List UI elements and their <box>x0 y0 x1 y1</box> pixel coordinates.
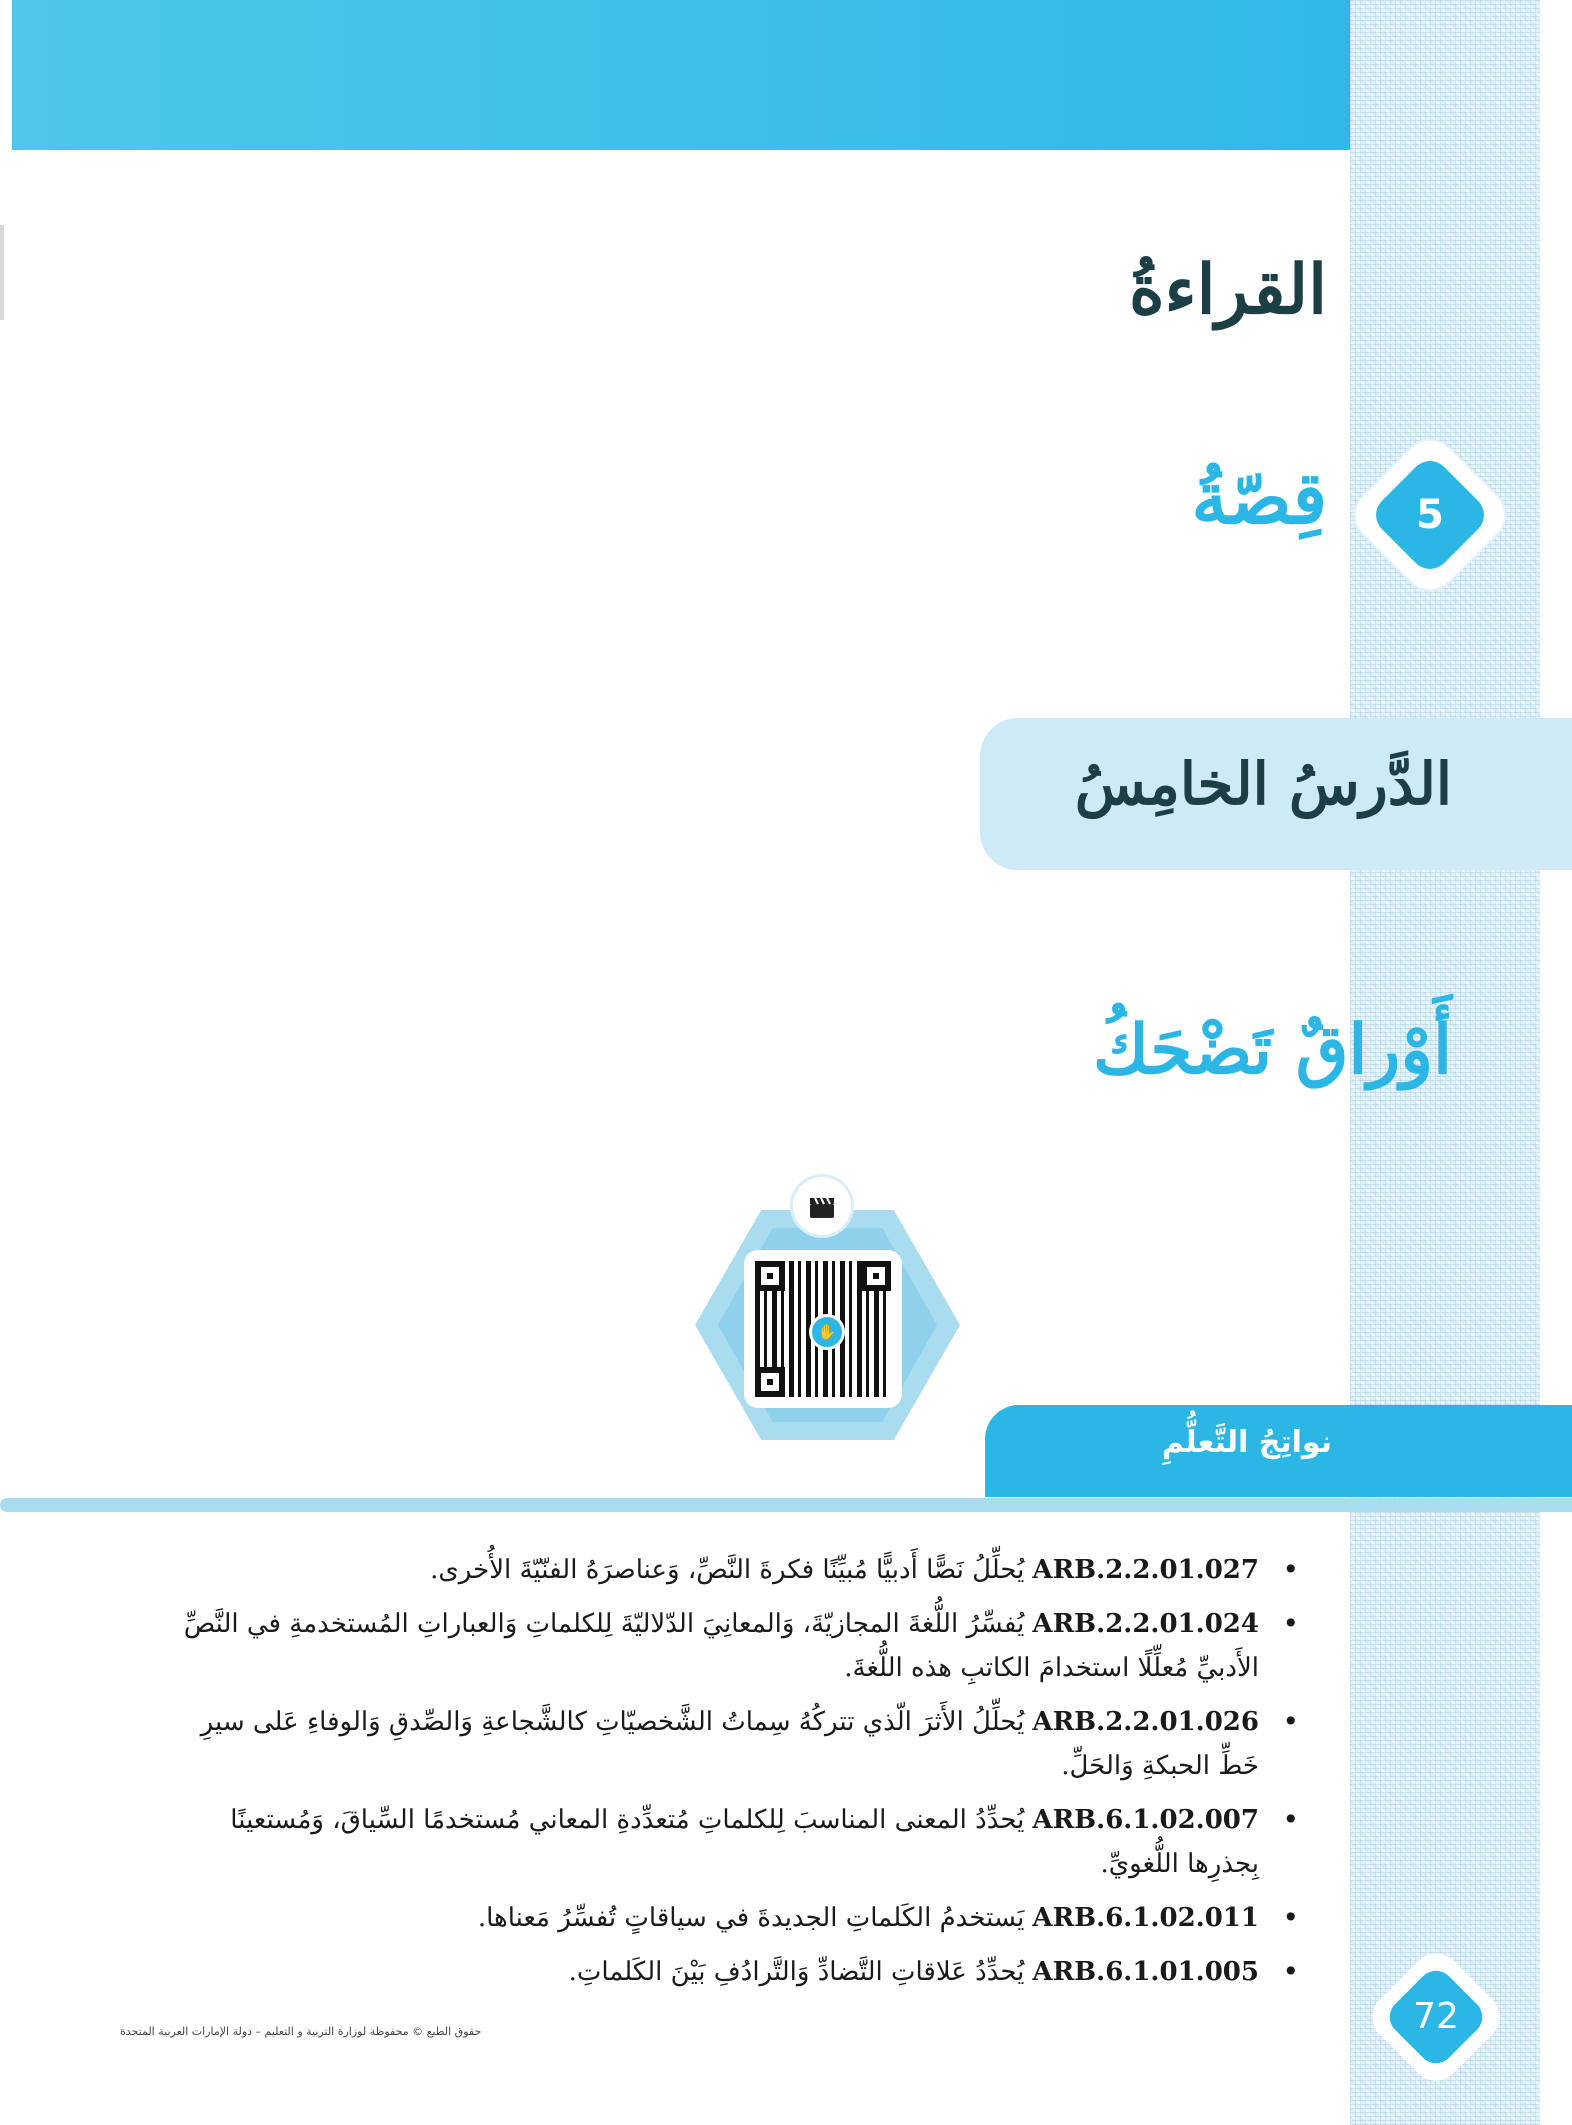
qr-finder-top-right <box>861 1261 891 1291</box>
outcome-item <box>160 1700 1305 1788</box>
page-number: 72 <box>1413 1996 1459 2037</box>
unit-number: 5 <box>1416 492 1444 538</box>
outcome-item <box>160 1950 1305 1994</box>
outcome-item <box>160 1896 1305 1940</box>
section-title: القراءةُ <box>1128 250 1327 330</box>
outcomes-title: نواتِجُ التَّعلُّمِ <box>1161 1425 1332 1460</box>
outcome-text: يُحلِّلُ الأَثرَ الّذي تتركُهُ سِماتُ الشَّخصيّاتِ كالشَّجاعةِ وَالصِّدقِ وَالوفاءِ عَلى سيرِ خَطِّ الحبكةِ وَالحَلِّ. <box>200 1707 1259 1781</box>
outcome-code: ARB.2.2.01.026 <box>1032 1707 1259 1737</box>
clapper-icon <box>808 1195 836 1219</box>
outcome-code: ARB.6.1.01.005 <box>1032 1957 1259 1987</box>
qr-finder-top-left <box>755 1261 785 1291</box>
outcome-text: يُفسِّرُ اللُّغةَ المجازيّةَ، وَالمعانِيَ الدّلاليّةَ لِلكلماتِ وَالعباراتِ المُستخدمةِ في النَّصِّ الأَدبيِّ مُعلِّلًا استخدامَ الكاتبِ هذه اللُّغةَ. <box>183 1609 1259 1683</box>
outcome-text: يُحلِّلُ نَصًّا أَدبيًّا مُبيِّنًا فكرةَ النَّصِّ، وَعناصرَهُ الفنّيّةَ الأُخرى. <box>430 1555 1025 1585</box>
outcome-code: ARB.6.1.02.007 <box>1032 1805 1259 1835</box>
outcomes-list <box>160 1548 1305 2004</box>
hand-tap-icon: ✋ <box>809 1314 845 1350</box>
outcome-text: يُحدِّدُ عَلاقاتِ التَّضادِّ وَالتَّرادُفِ بَيْنَ الكَلماتِ. <box>568 1957 1025 1987</box>
top-banner <box>12 0 1552 150</box>
unit-title: قِصّةُ <box>1191 455 1327 540</box>
lesson-title: الدَّرسُ الخامِسُ <box>1074 750 1452 818</box>
outcome-item <box>160 1548 1305 1592</box>
outcome-item <box>160 1798 1305 1886</box>
outcome-text: يَستخدمُ الكَلماتِ الجديدةَ في سياقاتٍ تُفسِّرُ مَعناها. <box>477 1903 1025 1933</box>
outcome-text: يُحدِّدُ المعنى المناسبَ لِلكلماتِ مُتعدِّدةِ المعاني مُستخدمًا السِّياقَ، وَمُستعينًا بِجذرِها اللُّغويِّ. <box>230 1805 1259 1879</box>
outcome-code: ARB.2.2.01.027 <box>1032 1555 1259 1585</box>
outcome-code: ARB.2.2.01.024 <box>1032 1609 1259 1639</box>
outcome-item <box>160 1602 1305 1690</box>
page-edge-mark <box>0 225 4 320</box>
qr-finder-bottom-left <box>755 1367 785 1397</box>
outcomes-divider <box>0 1498 1572 1512</box>
banner-edge <box>1540 0 1572 150</box>
copyright-notice: حقوق الطبع © محفوظة لوزارة التربية و التعليم – دولة الإمارات العربية المتحدة <box>120 2025 482 2038</box>
outcome-code: ARB.6.1.02.011 <box>1032 1903 1259 1933</box>
story-title: أَوْراقٌ تَضْحَكُ <box>1093 1010 1452 1090</box>
